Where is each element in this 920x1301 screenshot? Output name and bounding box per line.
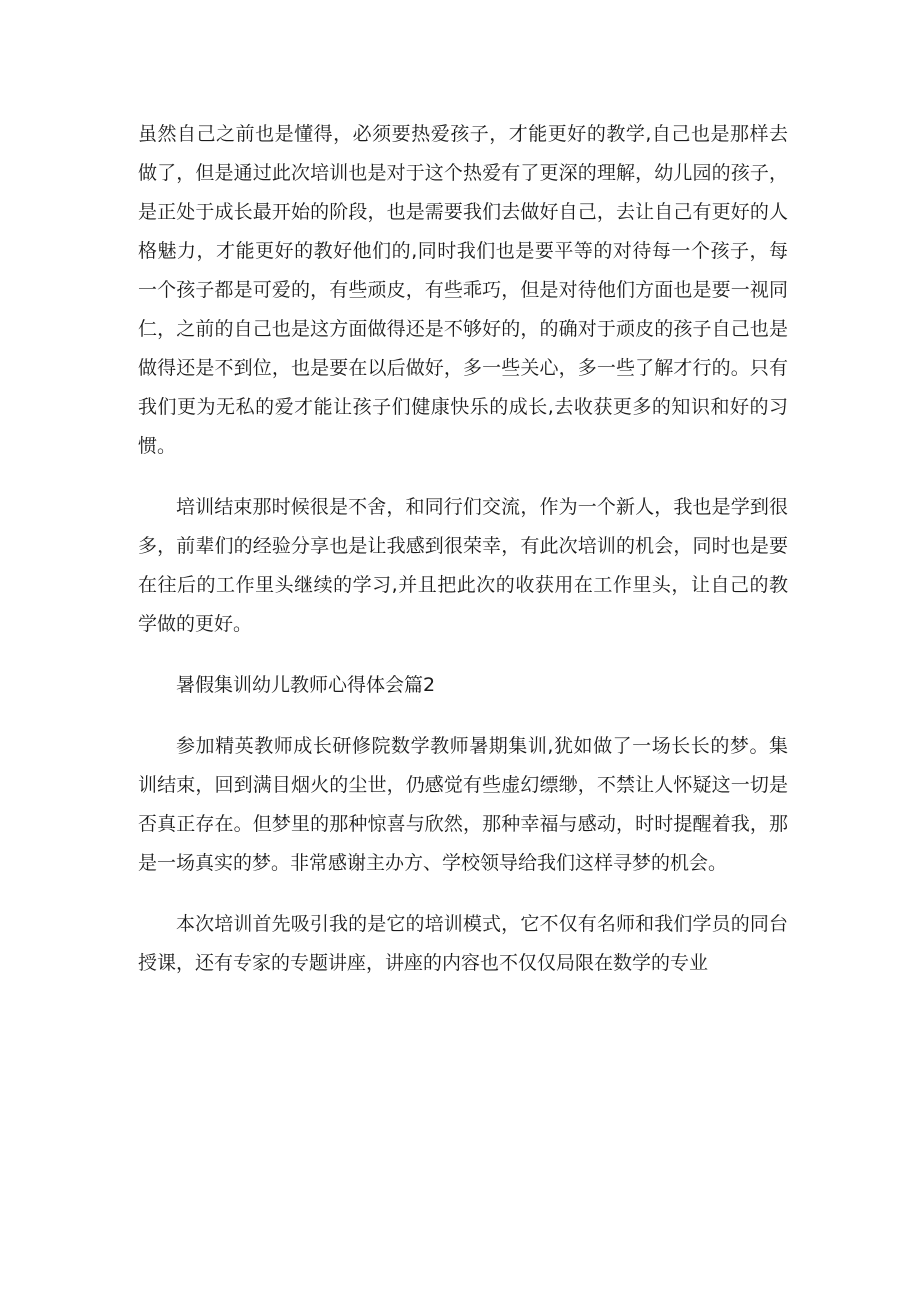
section-heading: 暑假集训幼儿教师心得体会篇2 [176,674,436,696]
paragraph-4: 本次培训首先吸引我的是它的培训模式，它不仅有名师和我们学员的同台授课，还有专家的专题讲座，讲座的内容也不仅仅局限在数学的专业 [138,913,788,974]
paragraph-3: 参加精英教师成长研修院数学教师暑期集训,犹如做了一场长长的梦。集训结束，回到满目烟火的尘世，仍感觉有些虚幻缥缈，不禁让人怀疑这一切是否真正存在。但梦里的那种惊喜与欣然，那种幸福与感动，时时提醒着我，那是一场真实的梦。非常感谢主办方、学校领导给我们这样寻梦的机会。 [138,735,788,874]
paragraph-2: 培训结束那时候很是不舍，和同行们交流，作为一个新人，我也是学到很多，前辈们的经验分享也是让我感到很荣幸，有此次培训的机会，同时也是要在往后的工作里头继续的学习,并且把此次的收获用在工作里头，让自己的教学做的更好。 [138,496,788,635]
document-body [138,115,788,983]
paragraph-1: 虽然自己之前也是懂得，必须要热爱孩子，才能更好的教学,自己也是那样去做了，但是通过此次培训也是对于这个热爱有了更深的理解，幼儿园的孩子，是正处于成长最开始的阶段，也是需要我们去做好自己，去让自己有更好的人格魅力，才能更好的教好他们的,同时我们也是要平等的对待每一个孩子，每一个孩子都是可爱的，有些顽皮，有些乖巧，但是对待他们方面也是要一视同仁，之前的自己也是这方面做得还是不够好的，的确对于顽皮的孩子自己也是做得还是不到位，也是要在以后做好，多一些关心，多一些了解才行的。只有我们更为无私的爱才能让孩子们健康快乐的成长,去收获更多的知识和好的习惯。 [138,123,788,457]
